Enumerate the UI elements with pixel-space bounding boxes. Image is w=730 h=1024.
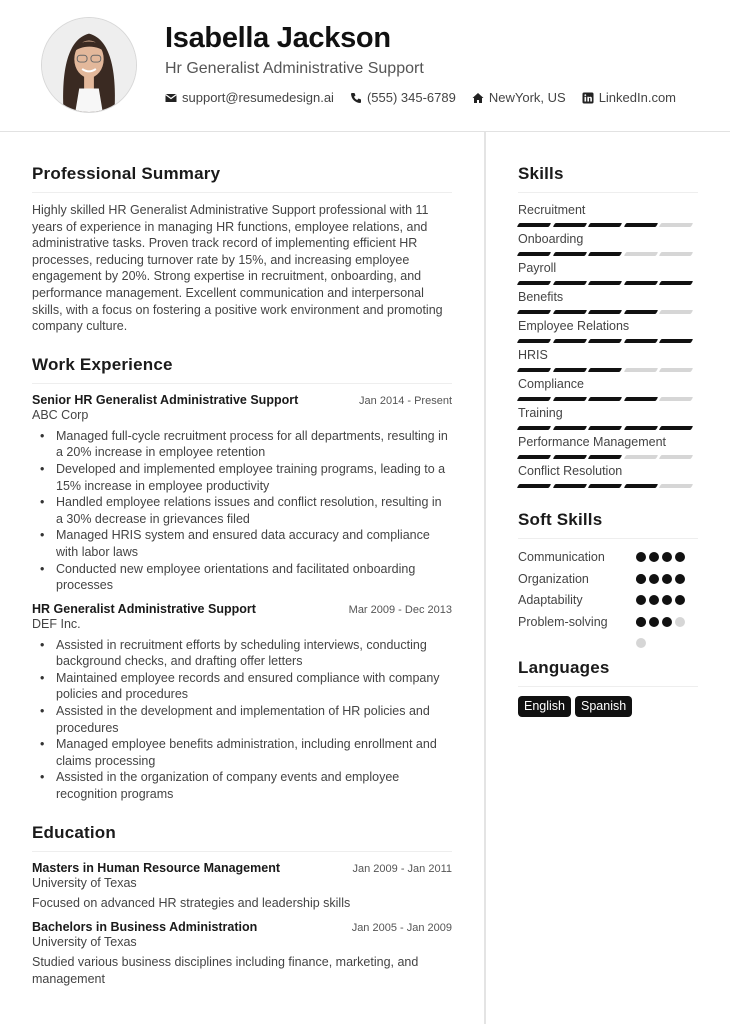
job-company: ABC Corp: [32, 407, 89, 422]
sidebar-column: [518, 132, 698, 717]
skill-item: [518, 463, 698, 488]
skill-level-segment: [624, 281, 658, 285]
job-role: HR Generalist Administrative Support: [32, 601, 256, 616]
contact-location: [472, 90, 566, 105]
soft-skills-list: [518, 548, 698, 634]
skill-level-segment: [588, 426, 622, 430]
skill-item: [518, 434, 698, 459]
home-icon: [472, 92, 484, 104]
skill-level-segment: [624, 310, 658, 314]
skill-level-segment: [624, 339, 658, 343]
skill-level-segment: [659, 223, 693, 227]
skill-item: [518, 289, 698, 314]
resume-header: [0, 0, 730, 132]
column-divider: [484, 132, 486, 1024]
skill-level-bar: [518, 281, 696, 285]
education-date: Jan 2005 - Jan 2009: [351, 922, 452, 935]
rating-dot: [636, 638, 646, 648]
section-heading: Skills: [518, 164, 698, 193]
skill-name: HRIS: [518, 348, 548, 362]
school: University of Texas: [32, 935, 137, 950]
skill-level-bar: [518, 339, 696, 343]
rating-dot: [636, 574, 646, 584]
skill-level-bar: [518, 368, 696, 372]
skill-level-segment: [517, 223, 551, 227]
section-heading: Education: [32, 823, 452, 852]
skill-item: [518, 318, 698, 343]
skill-item: [518, 202, 698, 227]
skill-item: [518, 376, 698, 401]
skill-level-segment: [624, 252, 658, 256]
soft-skill-item: [518, 591, 698, 613]
skill-name: Recruitment: [518, 203, 586, 217]
soft-skill-name: Communication: [518, 550, 605, 564]
section-heading: Languages: [518, 658, 698, 687]
job-date: Mar 2009 - Dec 2013: [348, 603, 452, 616]
skill-name: Payroll: [518, 261, 557, 275]
skill-level-segment: [588, 397, 622, 401]
skill-level-segment: [659, 252, 693, 256]
skill-level-segment: [517, 368, 551, 372]
skill-level-segment: [552, 368, 586, 372]
rating-dot: [662, 552, 672, 562]
bullet-item: • Managed employee benefits administration, including enrollment and claims processing: [56, 736, 452, 769]
skill-level-bar: [518, 455, 696, 459]
skill-level-segment: [517, 455, 551, 459]
skill-level-segment: [624, 223, 658, 227]
skill-level-segment: [588, 455, 622, 459]
skill-level-segment: [624, 368, 658, 372]
job-company: DEF Inc.: [32, 616, 81, 631]
summary-section: [32, 164, 452, 335]
rating-dot: [675, 595, 685, 605]
languages-section: [518, 658, 698, 717]
job-date: Jan 2014 - Present: [359, 394, 452, 407]
school: University of Texas: [32, 875, 137, 890]
linkedin-icon: [582, 92, 594, 104]
skill-level-segment: [517, 339, 551, 343]
skill-level-segment: [659, 368, 693, 372]
skill-level-segment: [659, 310, 693, 314]
rating-dot: [636, 595, 646, 605]
skill-item: [518, 347, 698, 372]
contact-phone[interactable]: [350, 90, 456, 105]
skill-level-segment: [659, 281, 693, 285]
skill-level-bar: [518, 223, 696, 227]
skill-level-segment: [624, 455, 658, 459]
skill-name: Conflict Resolution: [518, 464, 623, 478]
education-entry: [32, 920, 452, 987]
skill-level-segment: [517, 426, 551, 430]
envelope-icon: [165, 92, 177, 104]
bullet-item: • Assisted in recruitment efforts by scheduling interviews, conducting background checks, and drafting offer letters: [56, 637, 452, 670]
profile-photo: [41, 17, 137, 113]
soft-skills-section: [518, 510, 698, 634]
section-heading: Work Experience: [32, 355, 452, 384]
degree: Bachelors in Business Administration: [32, 920, 258, 935]
bullet-item: • Developed and implemented employee training programs, leading to a 15% increase in employee productivity: [56, 461, 452, 494]
skill-level-segment: [552, 426, 586, 430]
phone-text: (555) 345-6789: [366, 90, 456, 105]
job-entry: [32, 602, 452, 803]
skill-level-segment: [588, 281, 622, 285]
job-bullets: [32, 637, 452, 803]
education-date: Jan 2009 - Jan 2011: [352, 862, 452, 875]
section-heading: Professional Summary: [32, 164, 452, 193]
education-description: Focused on advanced HR strategies and leadership skills: [32, 895, 351, 910]
skill-level-segment: [659, 484, 693, 488]
soft-skill-name: Adaptability: [518, 593, 583, 607]
rating-dot: [649, 617, 659, 627]
soft-skill-name: Organization: [518, 571, 589, 586]
skill-level-bar: [518, 310, 696, 314]
email-text: support@resumedesign.ai: [182, 90, 334, 105]
rating-dot: [662, 574, 672, 584]
bullet-item: • Conducted new employee orientations and facilitated onboarding processes: [56, 561, 452, 594]
skill-level-segment: [624, 426, 658, 430]
language-tag: Spanish: [575, 696, 632, 717]
skill-level-segment: [659, 455, 693, 459]
skill-item: [518, 405, 698, 430]
skill-level-segment: [517, 484, 551, 488]
skill-item: [518, 260, 698, 285]
education-section: [32, 823, 452, 988]
soft-skill-rating: [636, 617, 688, 660]
skill-name: Performance Management: [518, 435, 666, 449]
skill-level-segment: [588, 223, 622, 227]
soft-skill-item: [518, 613, 698, 635]
section-heading: Soft Skills: [518, 510, 698, 539]
skills-section: [518, 164, 698, 488]
skill-name: Employee Relations: [518, 319, 630, 333]
skill-level-segment: [552, 281, 586, 285]
skill-level-segment: [659, 397, 693, 401]
contact-email[interactable]: [165, 90, 334, 105]
skill-level-segment: [552, 223, 586, 227]
skill-level-segment: [659, 339, 693, 343]
skill-level-segment: [517, 397, 551, 401]
skill-level-segment: [517, 281, 551, 285]
skill-level-segment: [588, 339, 622, 343]
degree: Masters in Human Resource Management: [32, 860, 280, 875]
language-tag: English: [518, 696, 571, 717]
skills-list: [518, 202, 698, 488]
rating-dot: [649, 595, 659, 605]
bullet-item: • Handled employee relations issues and conflict resolution, resulting in a 30% decrease in grievances filed: [56, 494, 452, 527]
summary-text: Highly skilled HR Generalist Administrative Support professional with 11 years of experience in managing HR functions, employee relations, and administrative tasks. Proven track record of implementing efficient HR processes, reducing turnover rate by 15%, and increasing employee engagement by 20%. Strong expertise in recruitment, onboarding, and performance management. Excellent communication and interpersonal skills, with a focus on fostering a positive work environment and promoting company culture.: [32, 203, 443, 334]
skill-level-segment: [588, 252, 622, 256]
skill-level-segment: [552, 397, 586, 401]
skill-name: Training: [518, 406, 563, 420]
skill-level-segment: [552, 484, 586, 488]
rating-dot: [662, 595, 672, 605]
rating-dot: [675, 574, 685, 584]
rating-dot: [675, 552, 685, 562]
bullet-item: • Assisted in the organization of company events and employee recognition programs: [56, 769, 452, 802]
skill-name: Onboarding: [518, 232, 584, 246]
skill-level-segment: [624, 484, 658, 488]
skill-level-bar: [518, 426, 696, 430]
skill-level-segment: [624, 397, 658, 401]
language-list: [518, 696, 698, 717]
bullet-item: • Managed HRIS system and ensured data accuracy and compliance with labor laws: [56, 527, 452, 560]
skill-level-segment: [588, 484, 622, 488]
skill-level-segment: [517, 310, 551, 314]
portrait-image: [42, 18, 136, 112]
bullet-item: • Maintained employee records and ensured compliance with company policies and procedures: [56, 670, 452, 703]
skill-level-bar: [518, 484, 696, 488]
skill-level-bar: [518, 252, 696, 256]
rating-dot: [636, 617, 646, 627]
skill-name: Compliance: [518, 377, 585, 391]
job-bullets: [32, 428, 452, 594]
rating-dot: [662, 617, 672, 627]
phone-icon: [350, 92, 362, 104]
soft-skill-name: Problem-solving: [518, 614, 608, 629]
soft-skill-item: [518, 548, 698, 570]
skill-level-segment: [552, 339, 586, 343]
skill-level-segment: [588, 368, 622, 372]
rating-dot: [636, 552, 646, 562]
contact-linkedin[interactable]: [582, 90, 676, 105]
main-column: [32, 132, 452, 994]
job-entry: [32, 393, 452, 594]
soft-skill-item: [518, 570, 698, 592]
skill-level-segment: [552, 310, 586, 314]
skill-level-segment: [552, 252, 586, 256]
location-text: NewYork, US: [488, 90, 566, 105]
rating-dot: [649, 574, 659, 584]
job-role: Senior HR Generalist Administrative Support: [32, 392, 299, 407]
skill-level-segment: [659, 426, 693, 430]
education-description: Studied various business disciplines including finance, marketing, and management: [32, 955, 419, 986]
candidate-title: Hr Generalist Administrative Support: [165, 60, 424, 77]
candidate-name: Isabella Jackson: [165, 22, 391, 54]
skill-level-bar: [518, 397, 696, 401]
bullet-item: • Assisted in the development and implementation of HR policies and procedures: [56, 703, 452, 736]
linkedin-text: LinkedIn.com: [598, 90, 677, 105]
skill-item: [518, 231, 698, 256]
rating-dot: [675, 617, 685, 627]
education-entry: [32, 861, 452, 912]
experience-section: [32, 355, 452, 803]
skill-level-segment: [517, 252, 551, 256]
skill-level-segment: [552, 455, 586, 459]
contact-row: [165, 90, 692, 105]
bullet-item: • Managed full-cycle recruitment process for all departments, resulting in a 20% increase in employee retention: [56, 428, 452, 461]
skill-name: Benefits: [518, 290, 564, 304]
rating-dot: [649, 552, 659, 562]
skill-level-segment: [588, 310, 622, 314]
